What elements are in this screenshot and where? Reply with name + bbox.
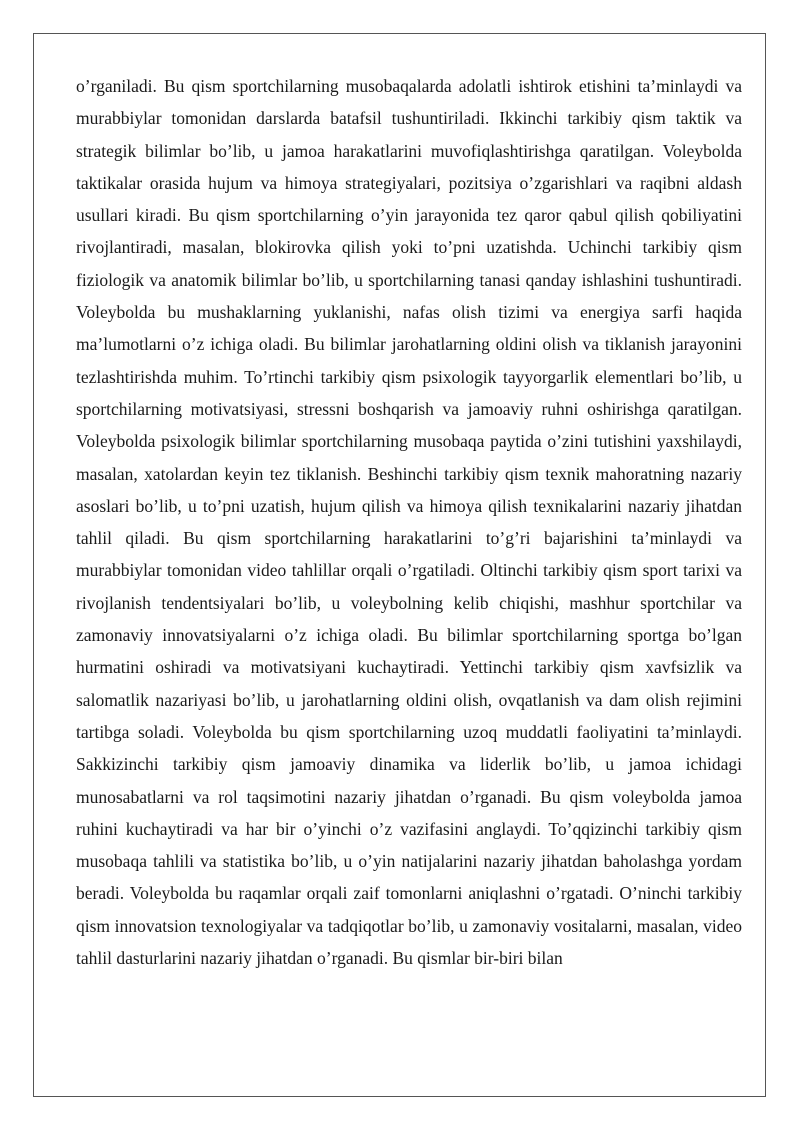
body-paragraph: o’rganiladi. Bu qism sportchilarning musobaqalarda adolatli ishtirok etishini ta’minlaydi va murabbiylar tomonidan darslarda batafsil tushuntiriladi. Ikkinchi tarkibiy qism taktik va strategik bilimlar bo’lib, u jamoa harakatlarini muvofiqlashtirishga qaratilgan. Voleybolda taktikalar orasida hujum va himoya strategiyalari, pozitsiya o’zgarishlari va raqibni aldash usullari kiradi. Bu qism sportchilarning o’yin jarayonida tez qaror qabul qilish qobiliyatini rivojlantiradi, masalan, blokirovka qilish yoki to’pni uzatishda. Uchinchi tarkibiy qism fiziologik va anatomik bilimlar bo’lib, u sportchilarning tanasi qanday ishlashini tushuntiradi. Voleybolda bu mushaklarning yuklanishi, nafas olish tizimi va energiya sarfi haqida ma’lumotlarni o’z ichiga oladi. Bu bilimlar jarohatlarning oldini olish va tiklanish jarayonini tezlashtirishda muhim. To’rtinchi tarkibiy qism psixologik tayyorgarlik elementlari bo’lib, u sportchilarning motivatsiyasi, stressni boshqarish va jamoaviy ruhni oshirishga qaratilgan. Voleybolda psixologik bilimlar sportchilarning musobaqa paytida o’zini tutishini yaxshilaydi, masalan, xatolardan keyin tez tiklanish. Beshinchi tarkibiy qism texnik mahoratning nazariy asoslari bo’lib, u to’pni uzatish, hujum qilish va himoya qilish texnikalarini nazariy jihatdan tahlil qiladi. Bu qism sportchilarning harakatlarini to’g’ri bajarishini ta’minlaydi va murabbiylar tomonidan video tahlillar orqali o’rgatiladi. Oltinchi tarkibiy qism sport tarixi va rivojlanish tendentsiyalari bo’lib, u voleybolning kelib chiqishi, mashhur sportchilar va zamonaviy innovatsiyalarni o’z ichiga oladi. Bu bilimlar sportchilarning sportga bo’lgan hurmatini oshiradi va motivatsiyani kuchaytiradi. Yettinchi tarkibiy qism xavfsizlik va salomatlik nazariyasi bo’lib, u jarohatlarning oldini olish, ovqatlanish va dam olish rejimini tartibga soladi. Voleybolda bu qism sportchilarning uzoq muddatli faoliyatini ta’minlaydi. Sakkizinchi tarkibiy qism jamoaviy dinamika va liderlik bo’lib, u jamoa ichidagi munosabatlarni va rol taqsimotini nazariy jihatdan o’rganadi. Bu qism voleybolda jamoa ruhini kuchaytiradi va har bir o’yinchi o’z vazifasini anglaydi. To’qqizinchi tarkibiy qism musobaqa tahlili va statistika bo’lib, u o’yin natijalarini nazariy jihatdan baholashga yordam beradi. Voleybolda bu raqamlar orqali zaif tomonlarni aniqlashni o’rgatadi. O’ninchi tarkibiy qism innovatsion texnologiyalar va tadqiqotlar bo’lib, u zamonaviy vositalarni, masalan, video tahlil dasturlarini nazariy jihatdan o’rganadi. Bu qismlar bir-biri bilan xyxy=(76,76,742,969)
